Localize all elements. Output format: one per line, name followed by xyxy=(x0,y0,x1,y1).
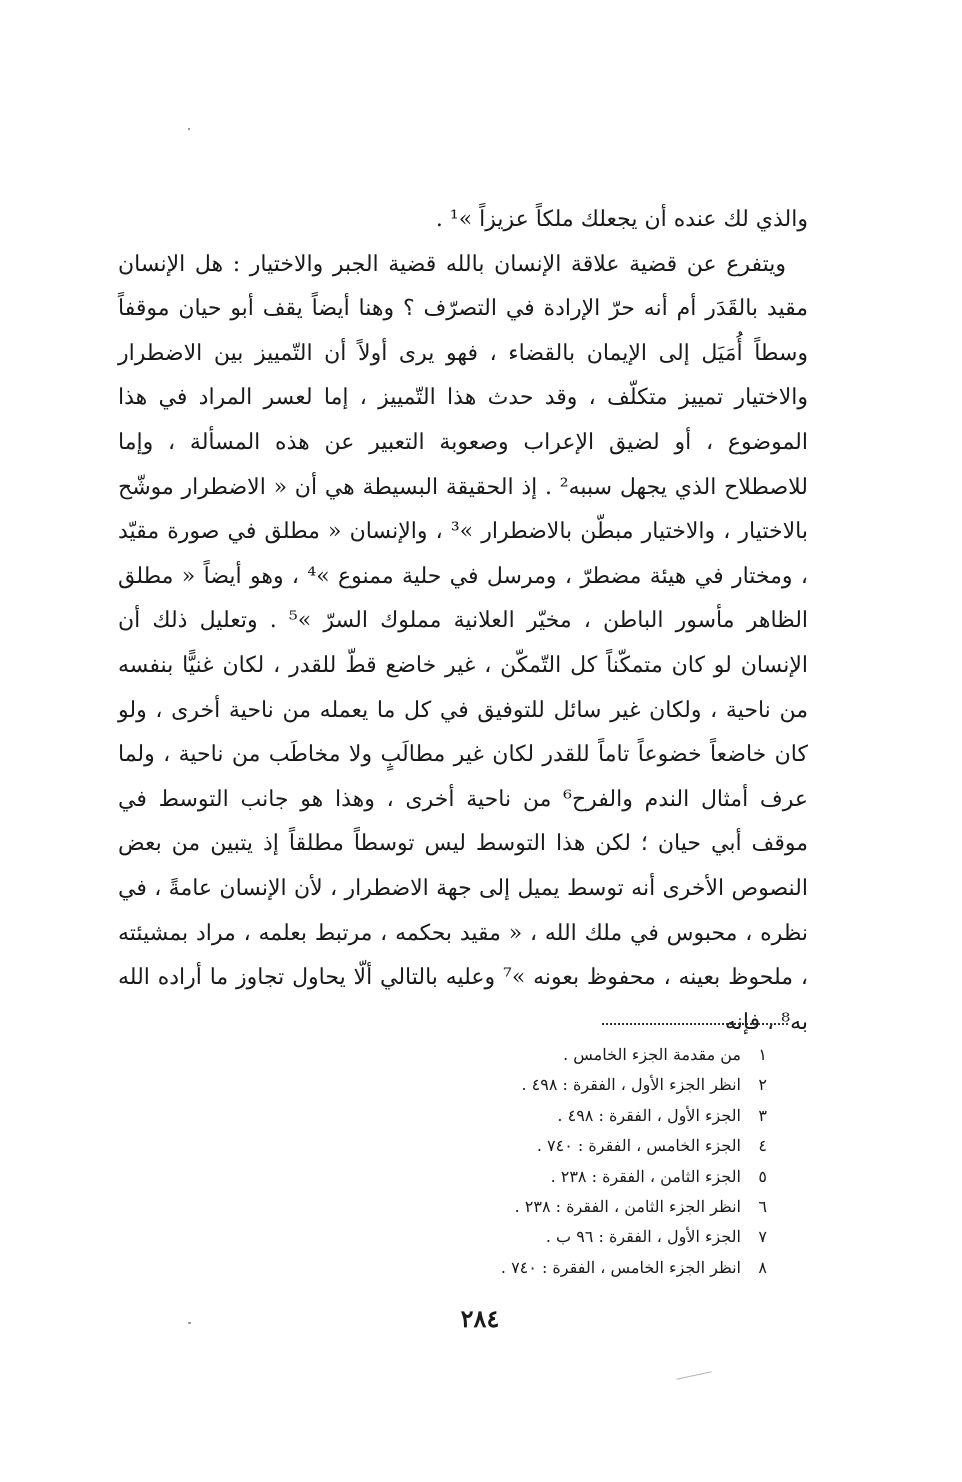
footnote-text: الجزء الخامس ، الفقرة : ٧٤٠ . xyxy=(536,1136,741,1156)
footnote-number: ٧ xyxy=(758,1227,767,1247)
footnote-item xyxy=(380,1253,767,1283)
footnote-item xyxy=(380,1162,767,1192)
body-text xyxy=(118,198,808,1045)
footnote-number: ٨ xyxy=(758,1257,767,1277)
footnote-item xyxy=(380,1040,767,1070)
scan-speck xyxy=(676,1371,711,1379)
footnote-text: الجزء الأول ، الفقرة : ٤٩٨ . xyxy=(557,1105,741,1125)
footnote-text: الجزء الثامن ، الفقرة : ٢٣٨ . xyxy=(550,1166,741,1186)
footnote-item xyxy=(380,1222,767,1252)
footnote-text: من مقدمة الجزء الخامس . xyxy=(563,1045,741,1064)
footnote-text: الجزء الأول ، الفقرة : ٩٦ ب . xyxy=(545,1227,741,1247)
footnote-item xyxy=(380,1101,767,1131)
footnotes-list xyxy=(380,1040,767,1283)
footnote-item xyxy=(380,1192,767,1222)
footnote-text: انظر الجزء الثامن ، الفقرة : ٢٣٨ . xyxy=(514,1197,741,1217)
footnote-separator xyxy=(602,1023,788,1025)
paragraph-continuation: والذي لك عنده أن يجعلك ملكاً عزيزاً »¹ . xyxy=(435,207,808,232)
footnote-number: ٢ xyxy=(758,1075,767,1095)
footnote-item xyxy=(380,1070,767,1100)
footnote-number: ٥ xyxy=(758,1166,767,1186)
footnote-number: ٣ xyxy=(758,1105,767,1125)
page-number: ٢٨٤ xyxy=(460,1304,500,1333)
footnote-number: ٤ xyxy=(758,1136,767,1156)
footnote-item xyxy=(380,1131,767,1161)
footnote-number: ١ xyxy=(758,1045,767,1064)
paragraph-main: ويتفرع عن قضية علاقة الإنسان بالله قضية الجبر والاختيار : هل الإنسان مقيد بالقَدَر أم أنه حرّ الإرادة في التصرّف ؟ وهنا أيضاً يقف أبو حيان موقفاً وسطاً أُمَيَل إلى الإيمان بالقضاء ، فهو يرى أولاً أن التّمييز بين الاضطرار والاختيار تمييز متكلّف ، وقد حدث هذا التّمييز ، إما لعسر المراد في هذا الموضوع ، أو لضيق الإعراب وصعوبة التعبير عن هذه المسألة ، وإما للاصطلاح الذي يجهل سببه² . إذ الحقيقة البسيطة هي أن « الاضطرار موشّح بالاختيار ، والاختيار مبطّن بالاضطرار »³ ، والإنسان « مطلق في صورة مقيّد ، ومختار في هيئة مضطرّ ، ومرسل في حلية ممنوع »⁴ ، وهو أيضاً « مطلق الظاهر مأسور الباطن ، مخيّر العلانية مملوك السرّ »⁵ . وتعليل ذلك أن الإنسان لو كان متمكّناً كل التّمكّن ، غير خاضع قطّ للقدر ، لكان غنيًّا بنفسه من ناحية ، ولكان غير سائل للتوفيق في كل ما يعمله من ناحية أخرى ، ولو كان خاضعاً خضوعاً تاماً للقدر لكان غير مطالَبٍ ولا مخاطَب من ناحية ، ولما عرف أمثال الندم والفرح⁶ من ناحية أخرى ، وهذا هو جانب التوسط في موقف أبي حيان ؛ لكن هذا التوسط ليس توسطاً مطلقاً إذ يتبين من بعض النصوص الأخرى أنه توسط يميل إلى جهة الاضطرار ، لأن الإنسان عامةً ، في نظره ، محبوس في ملك الله ، « مقيد بحكمه ، مرتبط بعلمه ، مراد بمشيئته ، ملحوظ بعينه ، محفوظ بعونه »⁷ وعليه بالتالي ألّا يحاول تجاوز ما أراده الله به⁸ ، فإنه xyxy=(118,251,809,1035)
footnote-number: ٦ xyxy=(758,1197,767,1217)
scan-speck xyxy=(188,128,190,130)
footnote-text: انظر الجزء الخامس ، الفقرة : ٧٤٠ . xyxy=(500,1257,741,1277)
footnote-text: انظر الجزء الأول ، الفقرة : ٤٩٨ . xyxy=(521,1075,741,1095)
scan-speck xyxy=(188,1322,191,1324)
